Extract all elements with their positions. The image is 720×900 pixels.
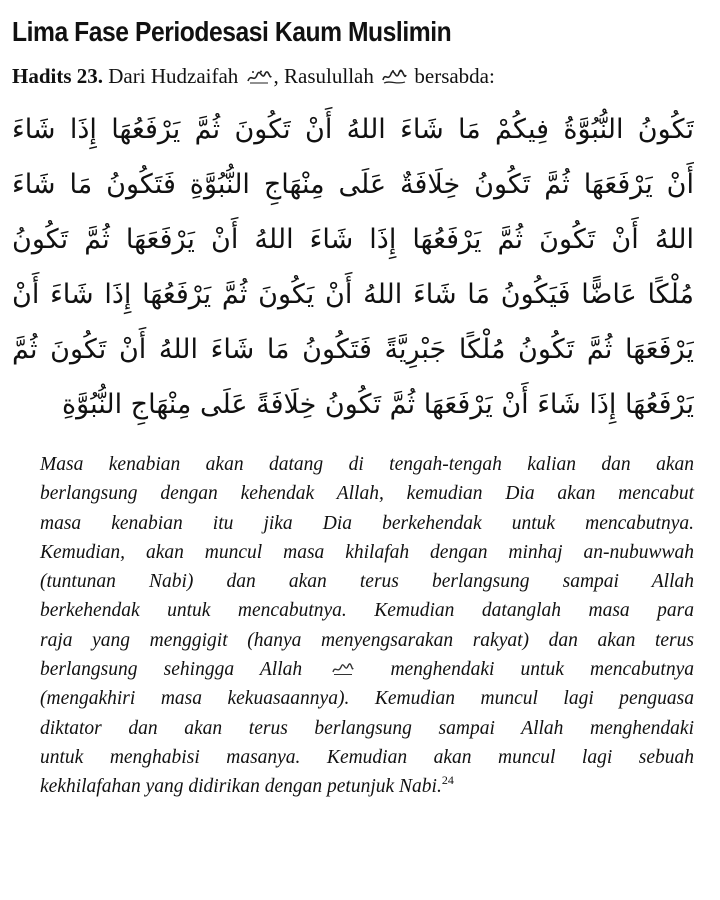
- translation-line-8-before: berlangsung sehingga Allah: [40, 659, 303, 681]
- arabic-line: مُلْكًا عَاضًّا فَيَكُونُ مَا شَاءَ اللهُ أَنْ يَكُونَ ثُمَّ يَرْفَعُهَا إِذَا شَاءَ أَنْ: [12, 279, 694, 310]
- arabic-line: تَكُونُ النُّبُوَّةُ فِيكُمْ مَا شَاءَ اللهُ أَنْ تَكُونَ ثُمَّ يَرْفَعُهَا إِذَا شَاءَ: [12, 114, 694, 145]
- hadith-intro-after: bersabda:: [414, 64, 495, 88]
- translation-line: masa kenabian itu jika Dia berkehendak untuk mencabutnya.: [40, 512, 694, 534]
- hadith-heading: [12, 62, 698, 90]
- translation-line: Kemudian, akan muncul masa khilafah dengan minhaj an-nubuwwah: [40, 541, 694, 563]
- arabic-line: يَرْفَعُهَا إِذَا شَاءَ أَنْ يَرْفَعَهَا ثُمَّ تَكُونُ خِلَافَةً عَلَى مِنْهَاجِ النُّبُوَّةِ: [61, 389, 694, 420]
- translation-line: Masa kenabian akan datang di tengah-tengah kalian dan akan: [40, 454, 694, 475]
- arabic-line: اللهُ أَنْ تَكُونَ ثُمَّ يَرْفَعُهَا إِذَا شَاءَ اللهُ أَنْ يَرْفَعَهَا ثُمَّ تَكُونُ: [12, 224, 694, 255]
- translation-line: diktator dan akan terus berlangsung sampai Allah menghendaki: [40, 717, 694, 739]
- translation-line: (mengakhiri masa kekuasaannya). Kemudian muncul lagi penguasa: [40, 688, 694, 710]
- hadith-number: Hadits 23.: [12, 64, 104, 88]
- translation-line-8-after: menghendaki untuk mencabutnya: [390, 659, 694, 681]
- arabic-hadith-text: [12, 102, 698, 432]
- shallallahu-alaihi-wasallam-icon: [381, 69, 407, 85]
- translation-line: untuk menghabisi masanya. Kemudian akan muncul lagi sebuah: [40, 746, 694, 768]
- translation-line: berkehendak untuk mencabutnya. Kemudian datanglah masa para: [40, 600, 694, 622]
- radhiyallahu-anhu-icon: [246, 69, 272, 85]
- translation-line: raja yang menggigit (hanya menyengsarakan rakyat) dan akan terus: [40, 629, 694, 651]
- hadith-intro-middle: , Rasulullah: [273, 64, 380, 88]
- translation-paragraph: [12, 450, 698, 802]
- translation-line: [40, 655, 694, 684]
- chapter-title: Lima Fase Periodesasi Kaum Muslimin: [12, 16, 452, 47]
- translation-line: [40, 772, 694, 801]
- arabic-line: يَرْفَعَهَا ثُمَّ تَكُونُ مُلْكًا جَبْرِيَّةً فَتَكُونُ مَا شَاءَ اللهُ أَنْ تَكُونَ ثُمَّ: [12, 334, 694, 365]
- footnote-marker[interactable]: 24: [441, 773, 454, 788]
- subhanahu-wa-taala-icon: [332, 662, 354, 676]
- translation-line: berlangsung dengan kehendak Allah, kemudian Dia akan mencabut: [40, 483, 694, 505]
- arabic-line: أَنْ يَرْفَعَهَا ثُمَّ تَكُونُ خِلَافَةٌ عَلَى مِنْهَاجِ النُّبُوَّةِ فَتَكُونُ مَا شَاءَ: [12, 169, 694, 200]
- hadith-intro-before: Dari Hudzaifah: [103, 64, 244, 88]
- translation-line: (tuntunan Nabi) dan akan terus berlangsung sampai Allah: [40, 571, 694, 593]
- translation-last-line: kekhilafahan yang didirikan dengan petunjuk Nabi.: [40, 776, 442, 798]
